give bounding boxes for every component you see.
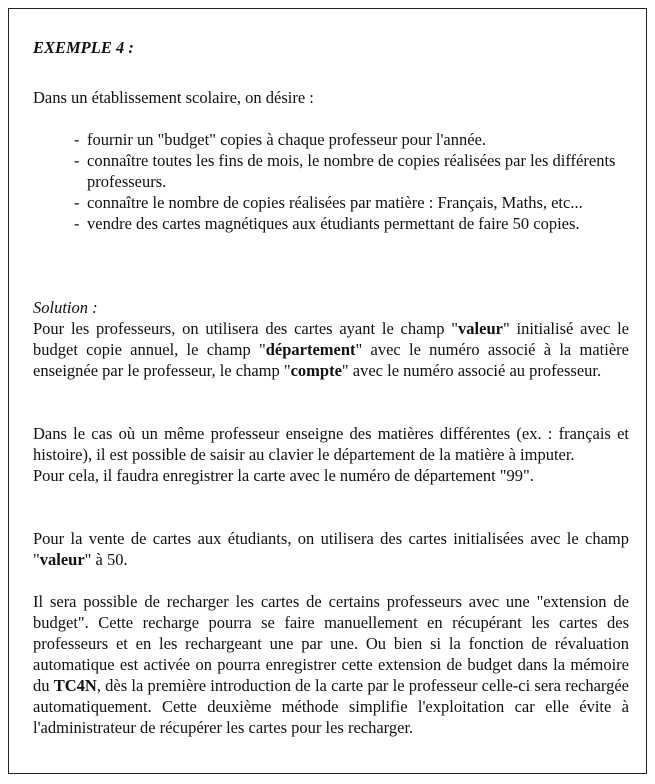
list-item: - vendre des cartes magnétiques aux étudiants permettant de faire 50 copies. <box>74 213 634 234</box>
paragraph-4: Il sera possible de recharger les cartes de certains professeurs avec une "extension de budget". Cette recharge pourra se faire manuellement en récupérant les cartes des professeurs et en les rechargeant une par une. Ou bien si la fonction de révaluation automatique est activée on pourra enregistrer cette extension de budget dans la mémoire du TC4N, dès la première introduction de la carte par le professeur celle-ci sera rechargée automatiquement. Cette deuxième méthode simplifie l'exploitation car elle évite à l'administrateur de récupérer les cartes pour les recharger. <box>33 592 630 737</box>
field-departement: département <box>265 340 356 359</box>
field-valeur: valeur <box>458 319 503 338</box>
example-heading: EXEMPLE 4 : <box>33 38 134 57</box>
document-frame <box>8 8 647 774</box>
paragraph-2b: Pour cela, il faudra enregistrer la carte avec le numéro de département "99". <box>33 466 534 485</box>
field-valeur-students: valeur <box>39 550 85 569</box>
field-compte: compte <box>290 361 342 380</box>
list-item: - connaître le nombre de copies réalisées par matière : Français, Maths, etc... <box>74 192 634 213</box>
solution-paragraph-2 <box>33 423 629 486</box>
solution-paragraph-1: Pour les professeurs, on utilisera des cartes ayant le champ "valeur" initialisé avec le budget copie annuel, le champ "département" avec le numéro associé à la matière enseignée par le professeur, le champ "compte" avec le numéro associé au professeur. <box>33 319 629 380</box>
solution-paragraph-4 <box>33 591 629 738</box>
list-item: - fournir un "budget" copies à chaque professeur pour l'année. <box>74 129 634 150</box>
device-tc4n: TC4N <box>53 676 97 695</box>
intro-text: Dans un établissement scolaire, on désire : <box>33 88 314 107</box>
solution-section <box>33 297 629 381</box>
solution-label: Solution : <box>33 298 98 317</box>
paragraph-2a: Dans le cas où un même professeur enseigne des matières différentes (ex. : français et histoire), il est possible de saisir au clavier le département de la matière à imputer. <box>33 424 629 464</box>
document-body <box>33 37 633 737</box>
solution-paragraph-3 <box>33 528 629 570</box>
list-item: - connaître toutes les fins de mois, le nombre de copies réalisées par les différents professeurs. <box>74 150 634 192</box>
requirements-list <box>74 129 634 234</box>
paragraph-3: Pour la vente de cartes aux étudiants, on utilisera des cartes initialisées avec le champ "valeur" à 50. <box>33 529 629 569</box>
